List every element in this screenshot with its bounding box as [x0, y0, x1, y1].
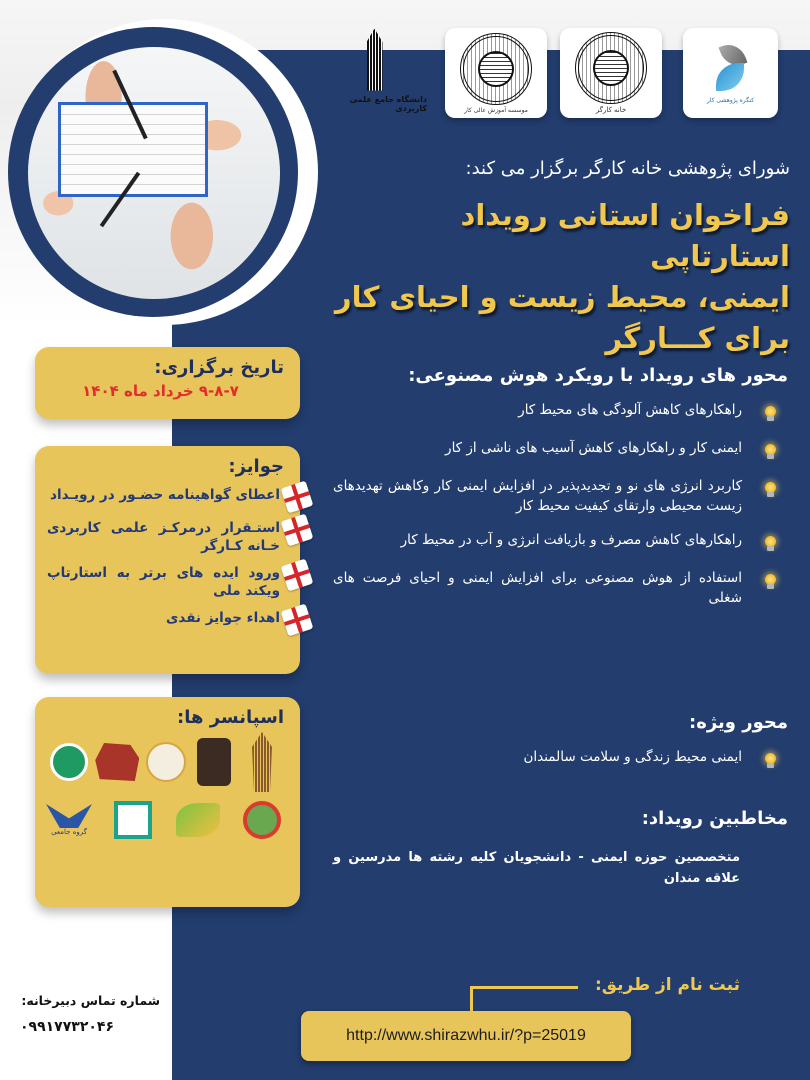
globe-emblem-icon [460, 33, 532, 105]
organizer-line: شورای پژوهشی خانه کارگر برگزار می کند: [465, 158, 790, 179]
axes-section [333, 365, 788, 608]
teamwork-photo [28, 47, 280, 299]
jameh-group-logo-icon: گروه جامعی [47, 794, 91, 846]
axis-item: کاربرد انرژی های نو و تجدیدپذیر در افزایش ایمنی کار وکاهش تهدیدهای زیست محیطی وارتقای کیفیت محیط کار [333, 476, 788, 516]
prize-item: ورود ایده های برتر به استارتاپ ویکند ملی [47, 564, 284, 600]
lightbulb-icon [760, 532, 780, 554]
science-park-logo-icon [176, 794, 220, 846]
green-emblem-logo-icon [47, 736, 91, 788]
sponsors-title: اسپانسر ها: [177, 707, 284, 728]
logo-higher-education-institute: موسسه آموزش عالی کار [445, 28, 547, 118]
swoosh-logo-icon [714, 43, 748, 93]
prizes-title: جوایز: [228, 456, 284, 477]
red-ring-emblem-logo-icon [240, 794, 284, 846]
lightbulb-icon [760, 440, 780, 462]
registration-label: ثبت نام از طریق: [594, 975, 740, 995]
axes-title: محور های رویداد با رویکرد هوش مصنوعی: [408, 365, 788, 386]
prizes-card [35, 446, 300, 674]
contact-phone: ۰۹۹۱۷۷۳۲۰۴۶ [20, 1019, 114, 1035]
axis-item: استفاده از هوش مصنوعی برای افزایش ایمنی و احیای فرصت های شغلی [333, 568, 788, 608]
axis-item: راهکارهای کاهش مصرف و بازیافت انرژی و آب در محیط کار [333, 530, 788, 554]
page-title: فراخوان استانی رویداد استارتاپی ایمنی، محیط زیست و احیای کار برای کـــارگر [334, 198, 790, 355]
sponsors-card [35, 697, 300, 907]
lightbulb-icon [760, 478, 780, 500]
lightbulb-icon [760, 570, 780, 592]
university-tower-logo-icon [240, 736, 284, 788]
axis-item: راهکارهای کاهش آلودگی های محیط کار [333, 400, 788, 424]
sponsor-logos [47, 736, 284, 846]
logo-university-applied-science: دانشگاه جامع علمی کاربردی [322, 18, 427, 123]
axis-item: ایمنی محیط زندگی و سلامت سالمندان [333, 747, 788, 771]
tower-emblem-icon [367, 29, 383, 91]
logo-khaneh-kargar: خانه کارگر [560, 28, 662, 118]
audience-text: متخصصین حوزه ایمنی - دانشجویان کلیه رشته ها مدرسین و علاقه مندان [333, 850, 740, 886]
prize-item: اعطای گواهینامه حضـور در رویـداد [47, 486, 284, 510]
contact-label: شماره تماس دبیرخانه: [21, 993, 160, 1008]
connector-line [473, 986, 578, 989]
date-value: ۹-۸-۷ خرداد ماه ۱۴۰۴ [82, 382, 239, 400]
municipality-logo-icon [111, 794, 155, 846]
registration-url[interactable]: http://www.shirazwhu.ir/?p=25019 [346, 1027, 586, 1044]
hse-logo-icon [144, 736, 188, 788]
audience-section [333, 808, 788, 889]
date-card [35, 347, 300, 419]
registration-url-link[interactable] [301, 1011, 631, 1061]
lightbulb-icon [760, 749, 780, 771]
special-axis-title: محور ویژه: [689, 712, 788, 733]
lightbulb-icon [760, 402, 780, 424]
dark-building-logo-icon [192, 736, 236, 788]
iran-industry-logo-icon [95, 736, 139, 788]
connector-line [470, 986, 473, 1012]
axis-item: ایمنی کار و راهکارهای کاهش آسیب های ناشی از کار [333, 438, 788, 462]
gear-globe-emblem-icon [575, 32, 647, 104]
prize-item: اهداء جوایز نقدی [47, 609, 284, 633]
special-axis-section [333, 712, 788, 771]
logo-research-congress: کنگره پژوهشی کار [683, 28, 778, 118]
date-title: تاریخ برگزاری: [154, 357, 284, 378]
audience-title: مخاطبین رویداد: [641, 808, 788, 829]
prize-item: استـقرار درمرکـز علمی کاربردی خـانه کـارگر [47, 519, 284, 555]
